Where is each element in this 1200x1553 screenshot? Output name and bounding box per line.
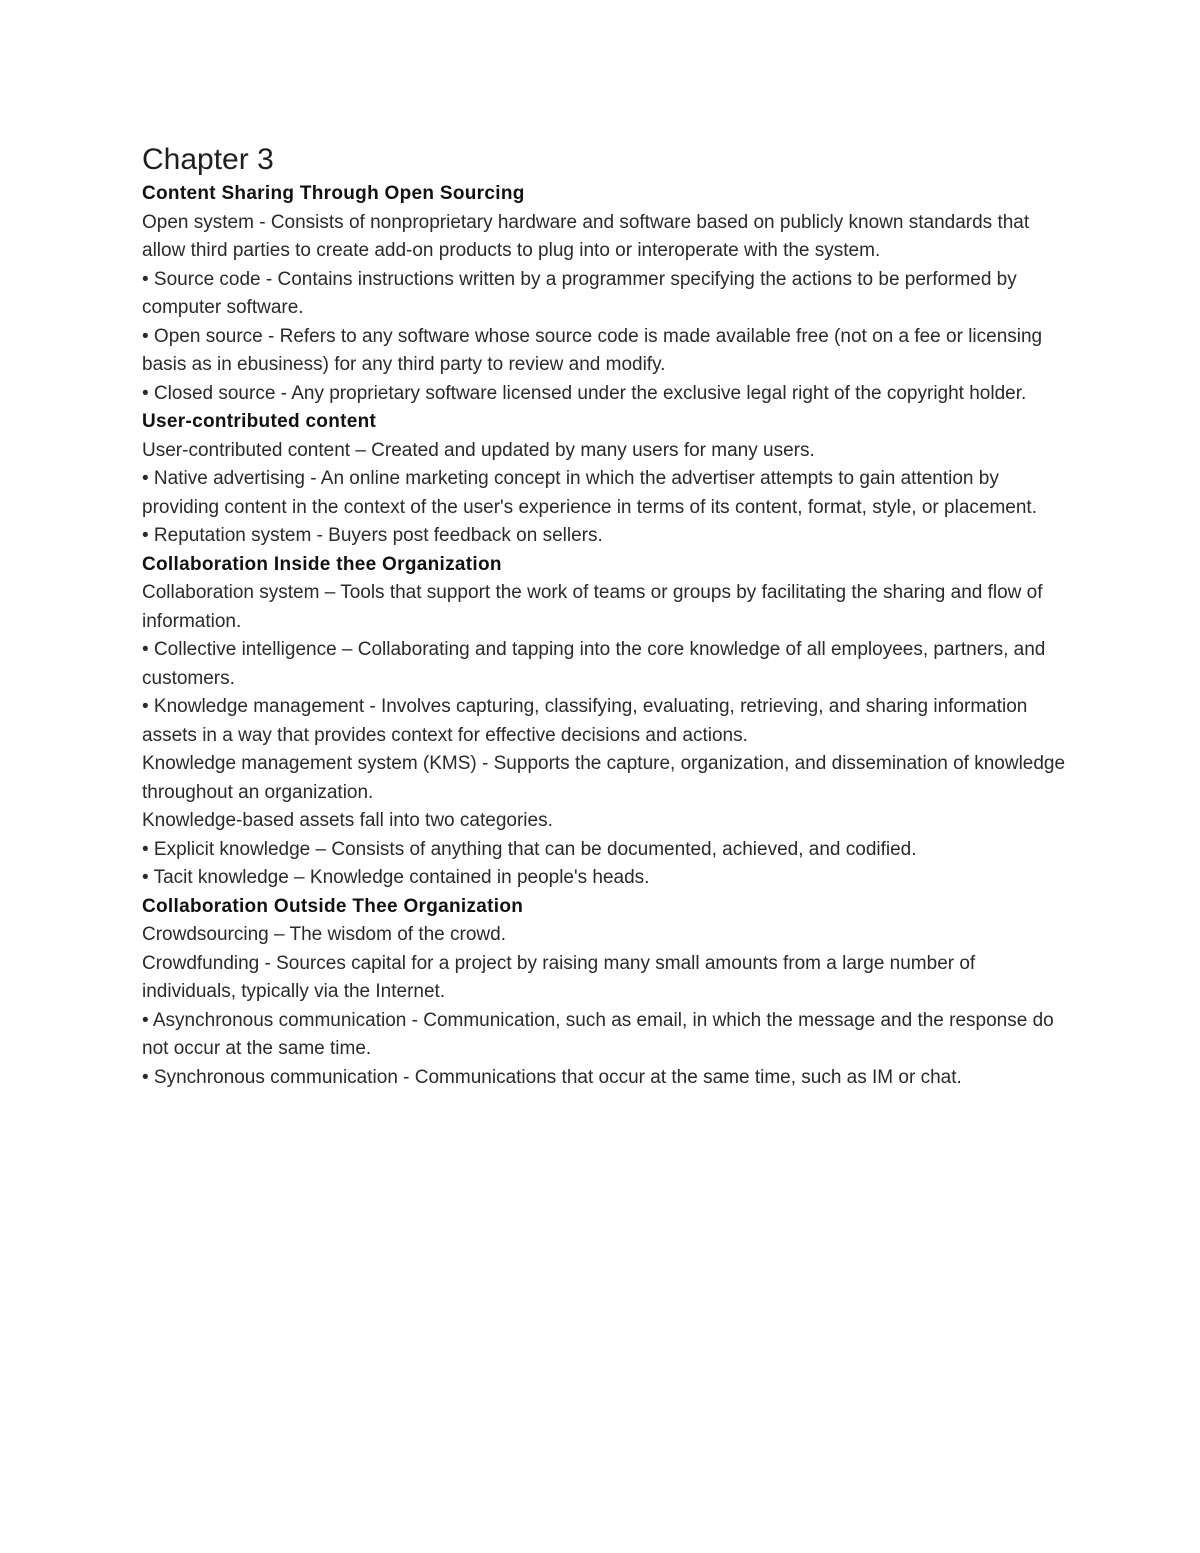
document-section <box>142 893 1067 1093</box>
body-paragraph: Crowdsourcing – The wisdom of the crowd. <box>142 924 506 945</box>
body-paragraph: User-contributed content – Created and updated by many users for many users. <box>142 439 815 461</box>
body-paragraph: Crowdfunding - Sources capital for a project by raising many small amounts from a large number of individuals, typically via the Internet. <box>142 952 976 1002</box>
document-section <box>142 180 1067 408</box>
document-body <box>142 180 1067 1092</box>
body-paragraph: • Reputation system - Buyers post feedback on sellers. <box>142 525 603 546</box>
document-section <box>142 408 1067 551</box>
document-page <box>142 140 1067 1092</box>
section-heading: Collaboration Outside Thee Organization <box>142 895 524 917</box>
body-paragraph: Collaboration system – Tools that support the work of teams or groups by facilitating the sharing and flow of information. <box>142 582 1043 632</box>
section-heading: Collaboration Inside thee Organization <box>142 553 502 575</box>
document-section <box>142 551 1067 893</box>
body-paragraph: • Collective intelligence – Collaborating and tapping into the core knowledge of all employees, partners, and customers. <box>142 639 1046 689</box>
body-paragraph: • Closed source - Any proprietary software licensed under the exclusive legal right of the copyright holder. <box>142 382 1027 404</box>
body-paragraph: • Open source - Refers to any software whose source code is made available free (not on a fee or licensing basis as in ebusiness) for any third party to review and modify. <box>142 325 1043 375</box>
body-paragraph: Knowledge management system (KMS) - Supports the capture, organization, and dissemination of knowledge throughout an organization. <box>142 753 1066 803</box>
body-paragraph: • Tacit knowledge – Knowledge contained in people's heads. <box>142 867 650 888</box>
body-paragraph: • Knowledge management - Involves capturing, classifying, evaluating, retrieving, and sharing information assets in a way that provides context for effective decisions and actions. <box>142 696 1028 746</box>
body-paragraph: • Native advertising - An online marketing concept in which the advertiser attempts to gain attention by providing content in the context of the user's experience in terms of its content, format, style, or placement. <box>142 468 1037 518</box>
body-paragraph: • Asynchronous communication - Communication, such as email, in which the message and the response do not occur at the same time. <box>142 1009 1054 1059</box>
page-title: Chapter 3 <box>142 143 274 176</box>
body-paragraph: Knowledge-based assets fall into two categories. <box>142 810 553 831</box>
section-heading: Content Sharing Through Open Sourcing <box>142 183 525 204</box>
body-paragraph: • Explicit knowledge – Consists of anything that can be documented, achieved, and codified. <box>142 838 917 860</box>
body-paragraph: Open system - Consists of nonproprietary hardware and software based on publicly known standards that allow third parties to create add-on products to plug into or interoperate with the system. <box>142 211 1030 261</box>
body-paragraph: • Synchronous communication - Communications that occur at the same time, such as IM or chat. <box>142 1066 962 1088</box>
body-paragraph: • Source code - Contains instructions written by a programmer specifying the actions to be performed by computer software. <box>142 268 1017 318</box>
section-heading: User-contributed content <box>142 411 377 432</box>
